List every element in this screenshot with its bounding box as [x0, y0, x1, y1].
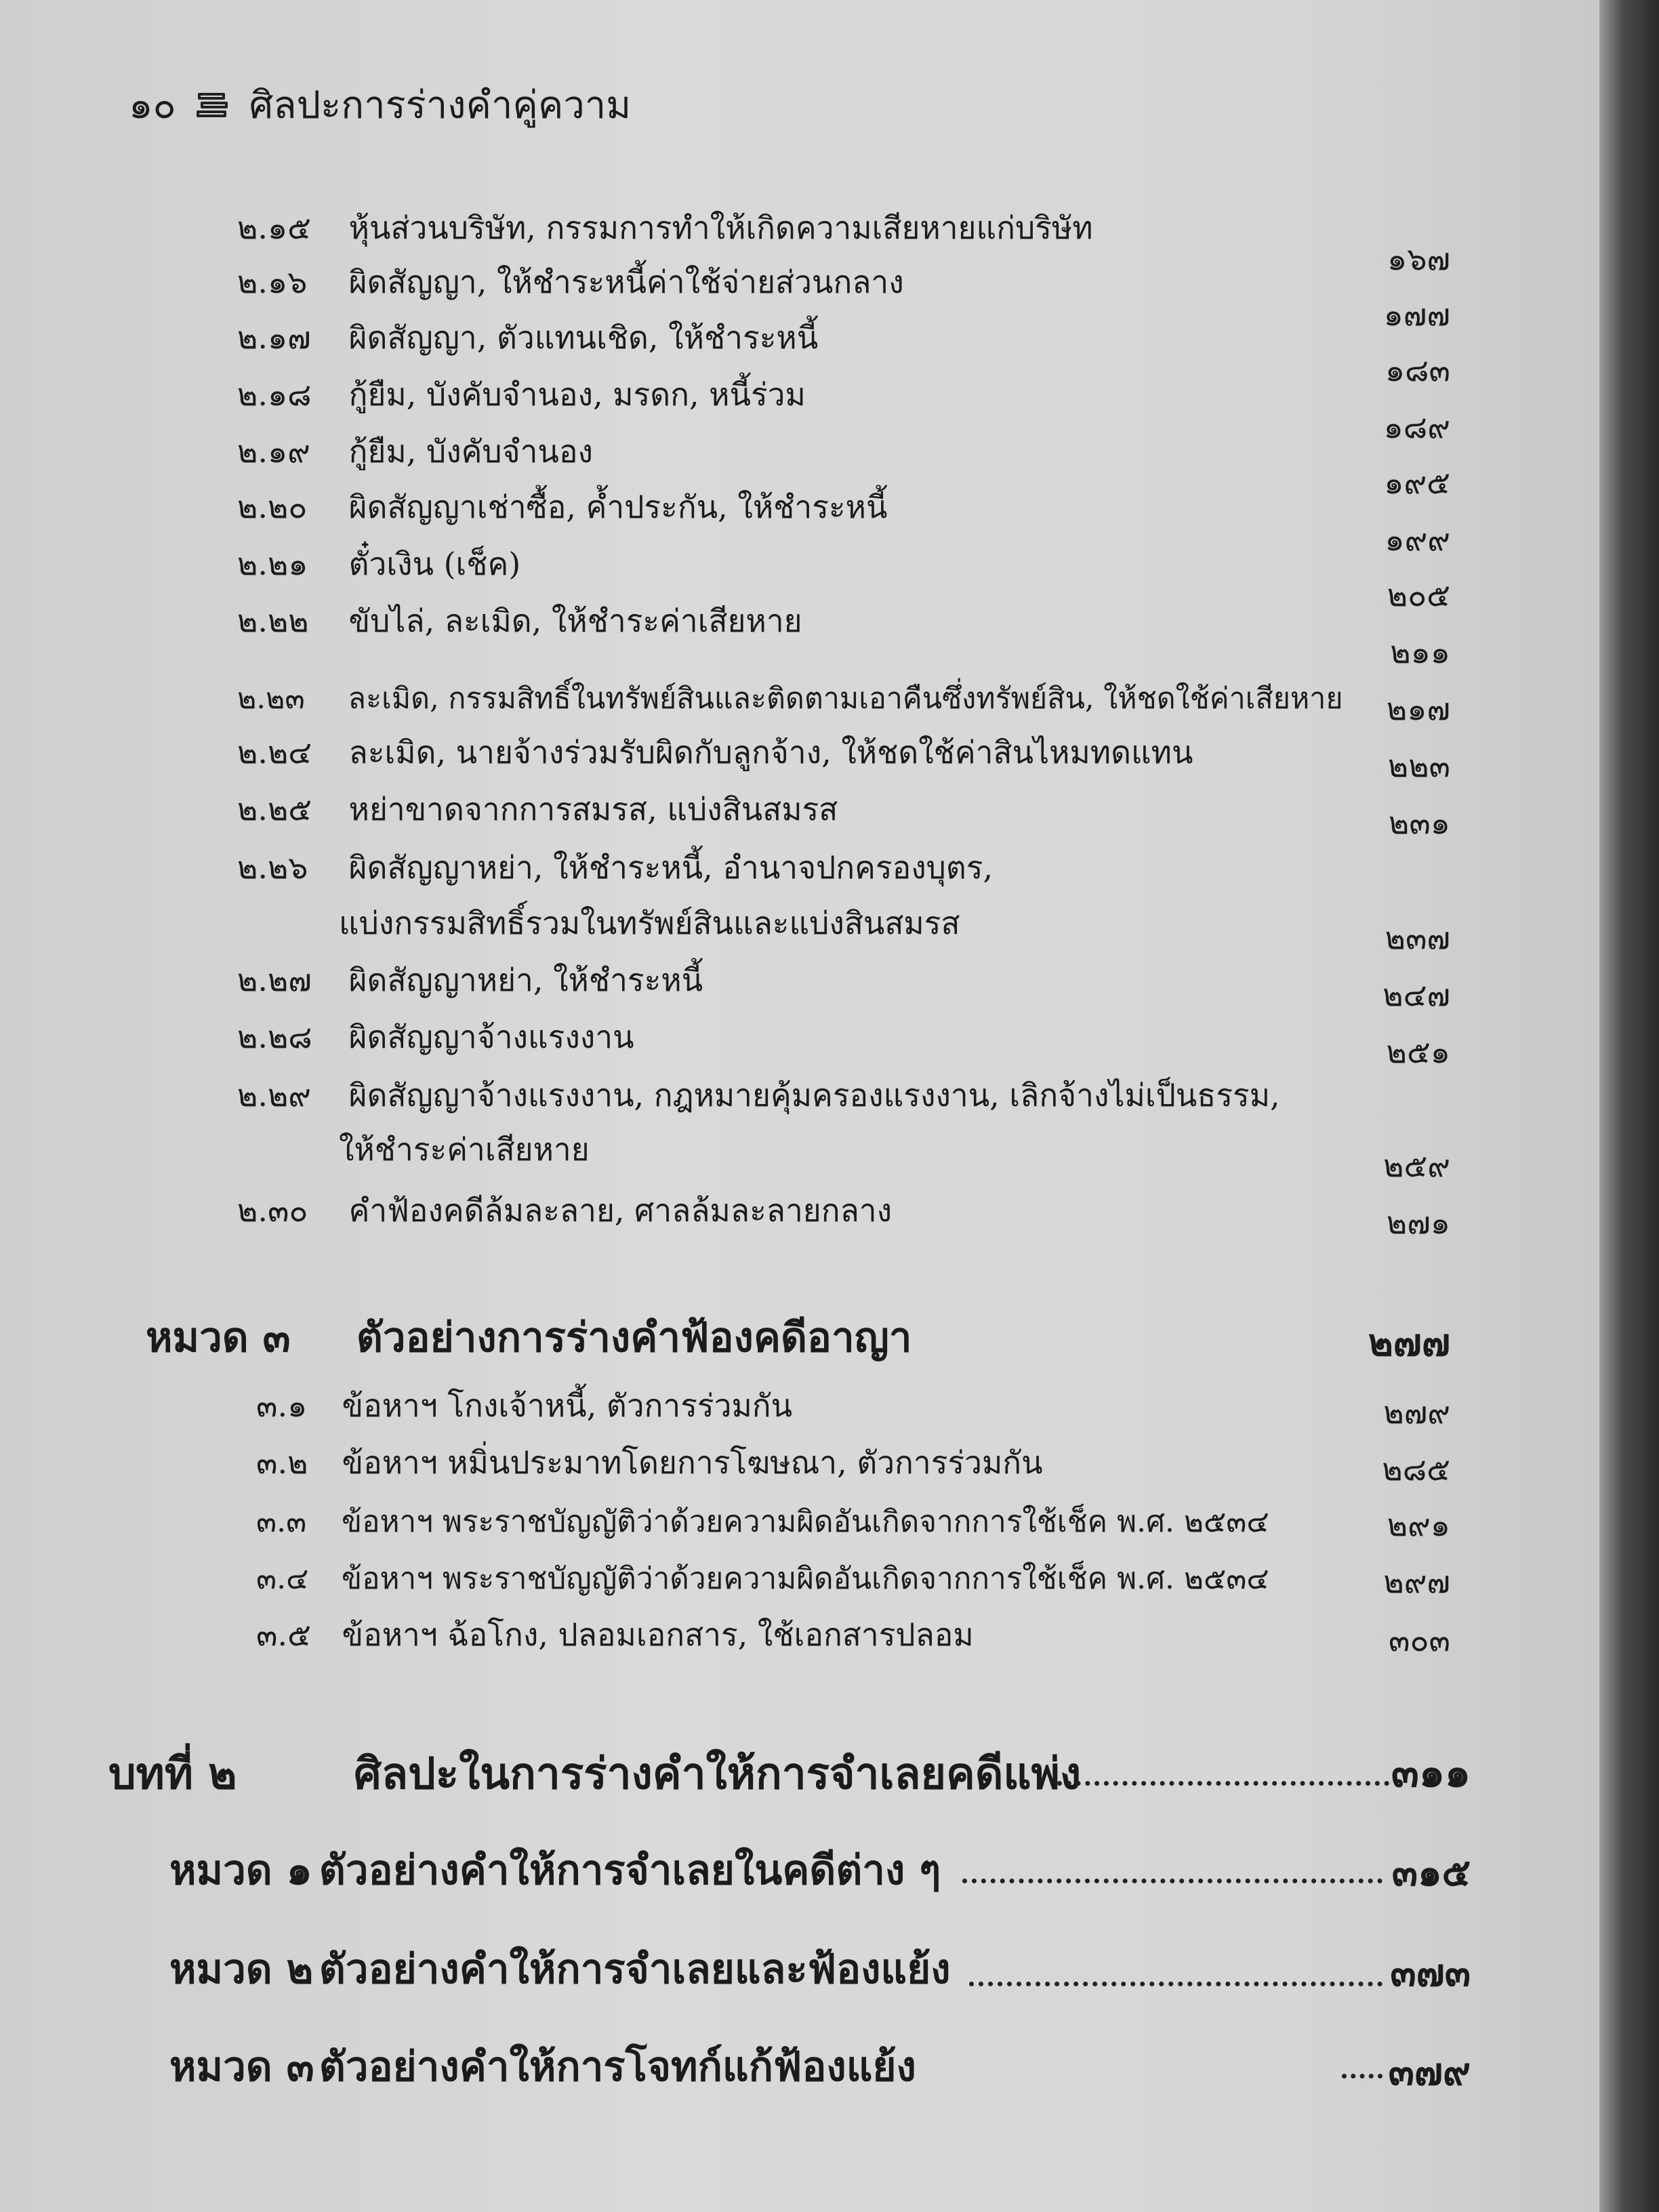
- toc-page-num: ๒๘๕: [1382, 1451, 1450, 1488]
- toc-page-num: ๒๕๑: [1386, 1033, 1450, 1070]
- section-heading: หมวด ๓ ตัวอย่างคำให้การโจทก์แก้ฟ้องแย้ง: [169, 2043, 916, 2091]
- section-heading: หมวด ๒ ตัวอย่างคำให้การจำเลยและฟ้องแย้ง: [169, 1946, 951, 1993]
- toc-entry-3-1: ๓.๑ ข้อหาฯ โกงเจ้าหนี้, ตัวการร่วมกัน: [256, 1387, 793, 1424]
- toc-page-num: ๒๔๗: [1382, 977, 1450, 1013]
- toc-entry-2-23: ๒.๒๓ ละเมิด, กรรมสิทธิ์ในทรัพย์สินและติดตามเอาคืนซึ่งทรัพย์สิน, ให้ชดใช้ค่าเสียหาย: [237, 682, 1343, 716]
- toc-entry-2-29-cont: ให้ชำระค่าเสียหาย: [339, 1131, 590, 1168]
- toc-entry-2-29: ๒.๒๙ ผิดสัญญาจ้างแรงงาน, กฎหมายคุ้มครองแรงงาน, เลิกจ้างไม่เป็นธรรม,: [237, 1077, 1280, 1113]
- toc-page-num: ๓๗๙: [1388, 2049, 1471, 2094]
- toc-page-num: ๑๙๕: [1384, 464, 1450, 501]
- toc-entry-2-16: ๒.๑๖ ผิดสัญญา, ให้ชำระหนี้ค่าใช้จ่ายส่วนกลาง: [237, 264, 904, 300]
- toc-page-num: ๑๖๗: [1387, 241, 1450, 277]
- toc-entry-2-27: ๒.๒๗ ผิดสัญญาหย่า, ให้ชำระหนี้: [237, 962, 703, 998]
- toc-page-num: ๓๑๑: [1391, 1749, 1471, 1797]
- toc-entry-3-5: ๓.๕ ข้อหาฯ ฉ้อโกง, ปลอมเอกสาร, ใช้เอกสารปลอม: [256, 1616, 974, 1653]
- toc-page-num: ๓๗๓: [1390, 1950, 1471, 1995]
- page-header: [129, 75, 631, 135]
- book-stack-icon: [195, 90, 230, 120]
- toc-entry-2-24: ๒.๒๔ ละเมิด, นายจ้างร่วมรับผิดกับลูกจ้าง, ให้ชดใช้ค่าสินไหมทดแทน: [237, 734, 1193, 771]
- page-edge-shadow: [1599, 0, 1659, 2212]
- toc-entry-2-25: ๒.๒๕ หย่าขาดจากการสมรส, แบ่งสินสมรส: [237, 791, 838, 827]
- toc-page-num: ๒๗๑: [1386, 1204, 1450, 1241]
- toc-page-num: ๒๑๑: [1390, 634, 1450, 670]
- dot-leader: [1057, 1781, 1389, 1786]
- book-title: ศิลปะการร่างคำคู่ความ: [249, 83, 632, 127]
- toc-page-num: ๒๓๗: [1385, 920, 1450, 956]
- toc-page-num: ๒๐๕: [1387, 577, 1450, 613]
- toc-entry-2-26-cont: แบ่งกรรมสิทธิ์รวมในทรัพย์สินและแบ่งสินสมรส: [339, 905, 960, 941]
- toc-entry-2-20: ๒.๒๐ ผิดสัญญาเช่าซื้อ, ค้ำประกัน, ให้ชำระหนี้: [237, 489, 888, 525]
- toc-entry-3-2: ๓.๒ ข้อหาฯ หมิ่นประมาทโดยการโฆษณา, ตัวการร่วมกัน: [256, 1444, 1043, 1481]
- toc-page-num: ๓๑๕: [1391, 1850, 1471, 1895]
- toc-page-num: ๒๙๗: [1383, 1563, 1450, 1600]
- toc-entry-2-19: ๒.๑๙ กู้ยืม, บังคับจำนอง: [237, 433, 593, 470]
- toc-page-num: ๒๗๗: [1368, 1320, 1450, 1365]
- toc-entry-2-22: ๒.๒๒ ขับไล่, ละเมิด, ให้ชำระค่าเสียหาย: [237, 602, 802, 639]
- chapter-heading: บทที่ ๒ ศิลปะในการร่างคำให้การจำเลยคดีแพ่ง: [108, 1748, 1082, 1799]
- toc-entry-3-4: ๓.๔ ข้อหาฯ พระราชบัญญัติว่าด้วยความผิดอันเกิดจากการใช้เช็ค พ.ศ. ๒๕๓๔: [256, 1561, 1269, 1596]
- toc-entry-2-15: ๒.๑๕ หุ้นส่วนบริษัท, กรรมการทำให้เกิดความเสียหายแก่บริษัท: [237, 209, 1093, 246]
- toc-entry-3-3: ๓.๓ ข้อหาฯ พระราชบัญญัติว่าด้วยความผิดอันเกิดจากการใช้เช็ค พ.ศ. ๒๕๓๔: [256, 1504, 1269, 1539]
- toc-entry-2-18: ๒.๑๘ กู้ยืม, บังคับจำนอง, มรดก, หนี้ร่วม: [237, 376, 806, 413]
- page-number: ๑๐: [129, 83, 176, 127]
- section-heading: หมวด ๓ ตัวอย่างการร่างคำฟ้องคดีอาญา: [146, 1314, 912, 1361]
- toc-entry-2-30: ๒.๓๐ คำฟ้องคดีล้มละลาย, ศาลล้มละลายกลาง: [237, 1192, 893, 1229]
- toc-page-num: ๑๘๓: [1385, 352, 1450, 388]
- toc-page-num: ๑๗๗: [1383, 296, 1450, 333]
- toc-page-num: ๑๙๙: [1385, 521, 1450, 558]
- toc-entry-2-26: ๒.๒๖ ผิดสัญญาหย่า, ให้ชำระหนี้, อำนาจปกครองบุตร,: [237, 849, 994, 886]
- toc-page-num: ๑๘๙: [1383, 409, 1450, 445]
- toc-page-num: ๒๗๙: [1383, 1394, 1450, 1431]
- dot-leader: [962, 1879, 1382, 1883]
- toc-entry-2-28: ๒.๒๘ ผิดสัญญาจ้างแรงงาน: [237, 1019, 634, 1055]
- section-heading: หมวด ๑ ตัวอย่างคำให้การจำเลยในคดีต่าง ๆ: [169, 1847, 941, 1894]
- toc-page-num: ๒๑๗: [1386, 691, 1450, 727]
- toc-page-num: ๓๐๓: [1389, 1622, 1450, 1658]
- toc-page-num: ๒๒๓: [1387, 747, 1450, 784]
- toc-page-num: ๒๙๑: [1387, 1507, 1450, 1543]
- dot-leader: [1342, 2074, 1382, 2078]
- toc-entry-2-21: ๒.๒๑ ตั๋วเงิน (เช็ค): [237, 546, 521, 582]
- toc-entry-2-17: ๒.๑๗ ผิดสัญญา, ตัวแทนเชิด, ให้ชำระหนี้: [237, 319, 819, 356]
- toc-page-num: ๒๓๑: [1389, 804, 1450, 841]
- toc-page-num: ๒๕๙: [1383, 1147, 1450, 1184]
- dot-leader: [969, 1982, 1382, 1986]
